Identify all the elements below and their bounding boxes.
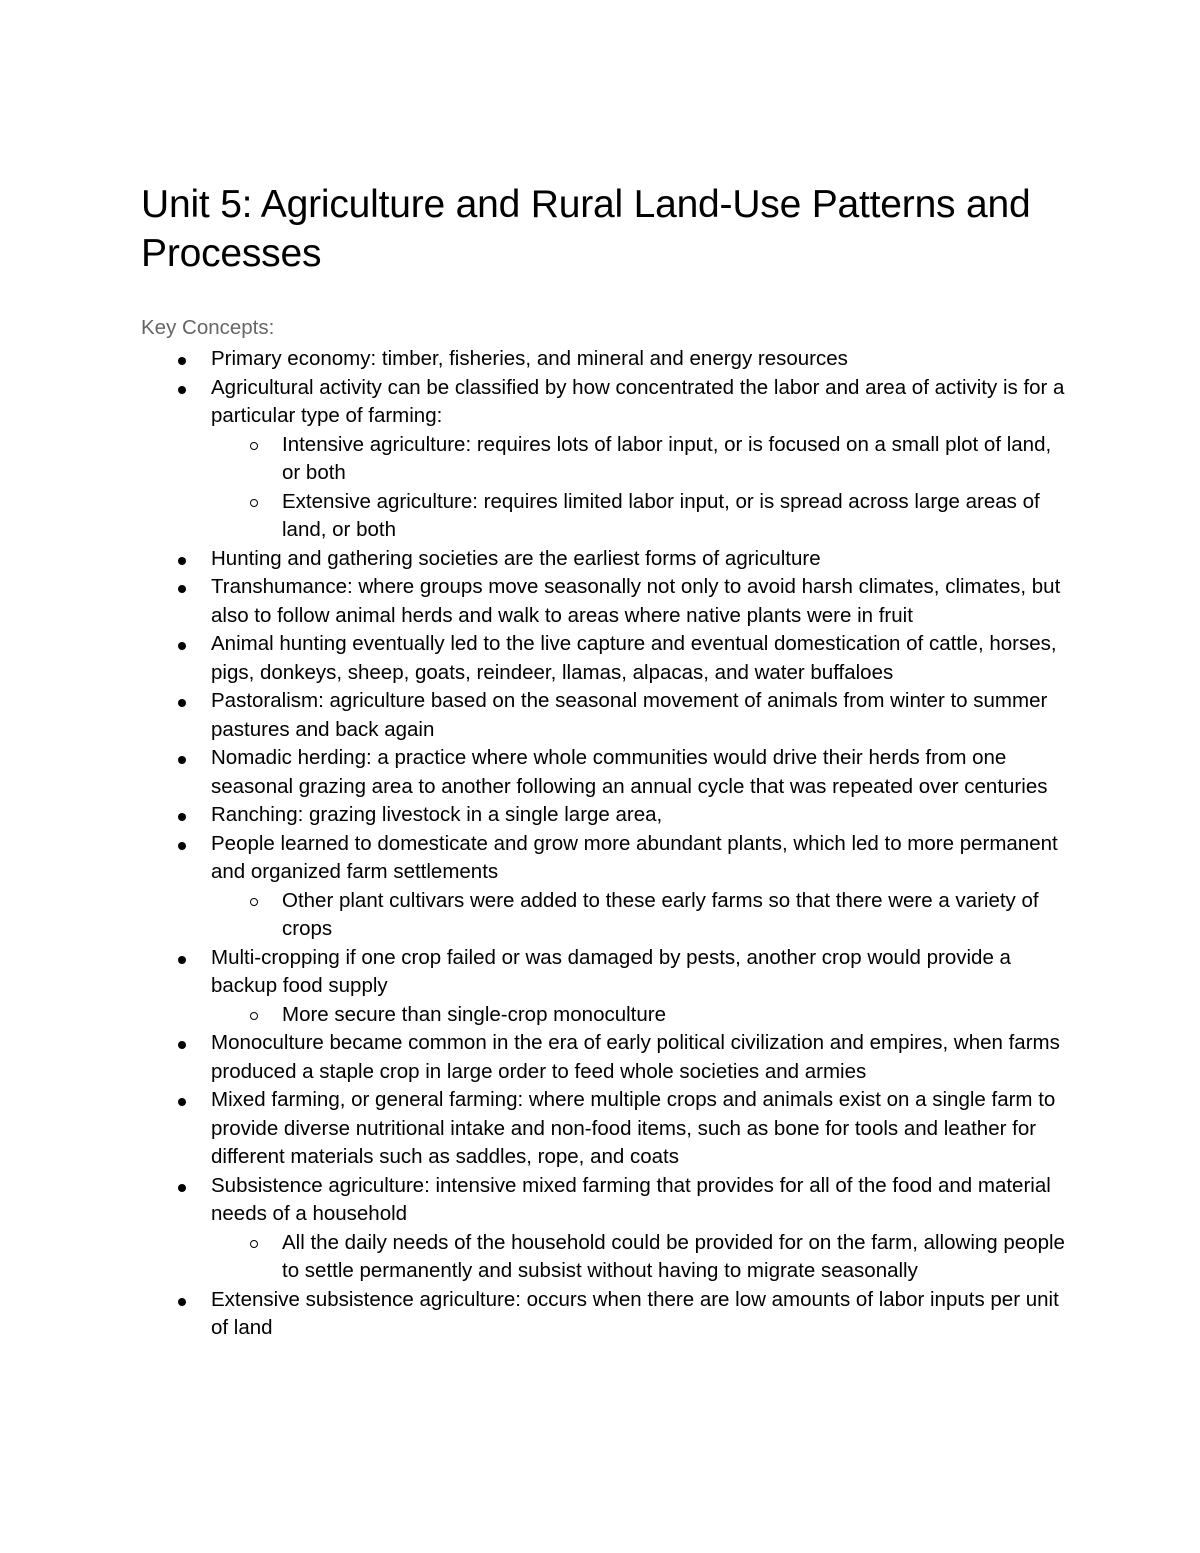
sub-list-item-text: More secure than single-crop monoculture bbox=[282, 1002, 666, 1026]
list-item bbox=[141, 744, 1066, 801]
page-title: Unit 5: Agriculture and Rural Land-Use Patterns and Processes bbox=[141, 183, 1031, 275]
bullet-icon bbox=[178, 699, 186, 707]
list-item-text: Subsistence agriculture: intensive mixed farming that provides for all of the food and material needs of a household bbox=[211, 1173, 1051, 1225]
list-item bbox=[141, 630, 1066, 687]
list-item-text: Nomadic herding: a practice where whole communities would drive their herds from one seasonal grazing area to another following an annual cycle that was repeated over centuries bbox=[211, 746, 1048, 798]
list-item bbox=[141, 687, 1066, 744]
list-item-text: Multi-cropping if one crop failed or was damaged by pests, another crop would provide a backup food supply bbox=[211, 945, 1011, 997]
sub-list bbox=[211, 1001, 1066, 1030]
sub-list-item bbox=[211, 887, 1066, 944]
list-item bbox=[141, 1029, 1066, 1086]
sub-list-item-text: Extensive agriculture: requires limited labor input, or is spread across large areas of land, or both bbox=[282, 489, 1040, 541]
sub-list bbox=[211, 887, 1066, 944]
sub-list-item-text: All the daily needs of the household could be provided for on the farm, allowing people to settle permanently and subsist without having to migrate seasonally bbox=[282, 1230, 1065, 1282]
bullet-icon bbox=[178, 1298, 186, 1306]
hollow-bullet-icon bbox=[250, 499, 258, 507]
list-item-text: Pastoralism: agriculture based on the seasonal movement of animals from winter to summer pastures and back again bbox=[211, 689, 1048, 741]
list-item bbox=[141, 545, 1066, 574]
bullet-icon bbox=[178, 956, 186, 964]
bullet-icon bbox=[178, 1098, 186, 1106]
list-item bbox=[141, 1286, 1066, 1343]
sub-list-item bbox=[211, 1229, 1066, 1286]
sub-list-item bbox=[211, 431, 1066, 488]
list-item-text: Hunting and gathering societies are the earliest forms of agriculture bbox=[211, 546, 821, 570]
bullet-icon bbox=[178, 357, 186, 365]
bullet-icon bbox=[178, 585, 186, 593]
sub-list bbox=[211, 1229, 1066, 1286]
list-item-text: Primary economy: timber, fisheries, and mineral and energy resources bbox=[211, 347, 848, 370]
hollow-bullet-icon bbox=[250, 442, 258, 450]
list-item bbox=[141, 1086, 1066, 1172]
sub-list-item bbox=[211, 1001, 1066, 1030]
list-item-text: Ranching: grazing livestock in a single large area, bbox=[211, 803, 663, 826]
list-item-text: Transhumance: where groups move seasonally not only to avoid harsh climates, climates, but also to follow animal herds and walk to areas where native plants were in fruit bbox=[211, 575, 1061, 627]
hollow-bullet-icon bbox=[250, 898, 258, 906]
list-item-text: Animal hunting eventually led to the live capture and eventual domestication of cattle, horses, pigs, donkeys, sheep, goats, reindeer, llamas, alpacas, and water buffaloes bbox=[211, 632, 1057, 684]
list-item-text: Extensive subsistence agriculture: occurs when there are low amounts of labor inputs per unit of land bbox=[211, 1287, 1059, 1339]
bullet-icon bbox=[178, 842, 186, 850]
sub-list-item bbox=[211, 488, 1066, 545]
list-item-text: Agricultural activity can be classified by how concentrated the labor and area of activity is for a particular type of farming: bbox=[211, 375, 1065, 427]
hollow-bullet-icon bbox=[250, 1240, 258, 1248]
bullet-icon bbox=[178, 756, 186, 764]
bullet-icon bbox=[178, 1184, 186, 1192]
bullet-icon bbox=[178, 557, 186, 565]
key-concepts-list bbox=[141, 345, 1066, 1343]
sub-list-item-text: Intensive agriculture: requires lots of labor input, or is focused on a small plot of land, or both bbox=[282, 432, 1052, 484]
bullet-icon bbox=[178, 642, 186, 650]
bullet-icon bbox=[178, 386, 186, 394]
sub-list-item-text: Other plant cultivars were added to these early farms so that there were a variety of crops bbox=[282, 888, 1039, 940]
sub-list bbox=[211, 431, 1066, 545]
section-subheading: Key Concepts: bbox=[141, 316, 275, 339]
list-item bbox=[141, 374, 1066, 545]
list-item-text: Mixed farming, or general farming: where multiple crops and animals exist on a single farm to provide diverse nutritional intake and non-food items, such as bone for tools and leather for different materials such as saddles, rope, and coats bbox=[211, 1088, 1056, 1168]
list-item bbox=[141, 801, 1066, 830]
list-item bbox=[141, 1172, 1066, 1286]
bullet-icon bbox=[178, 813, 186, 821]
list-item-text: People learned to domesticate and grow more abundant plants, which led to more permanent and organized farm settlements bbox=[211, 831, 1058, 883]
list-item bbox=[141, 345, 1066, 374]
list-item-text: Monoculture became common in the era of early political civilization and empires, when farms produced a staple crop in large order to feed whole societies and armies bbox=[211, 1031, 1060, 1083]
list-item bbox=[141, 573, 1066, 630]
list-item bbox=[141, 830, 1066, 944]
hollow-bullet-icon bbox=[250, 1012, 258, 1020]
document-page bbox=[141, 180, 1066, 1343]
list-item bbox=[141, 944, 1066, 1030]
bullet-icon bbox=[178, 1041, 186, 1049]
